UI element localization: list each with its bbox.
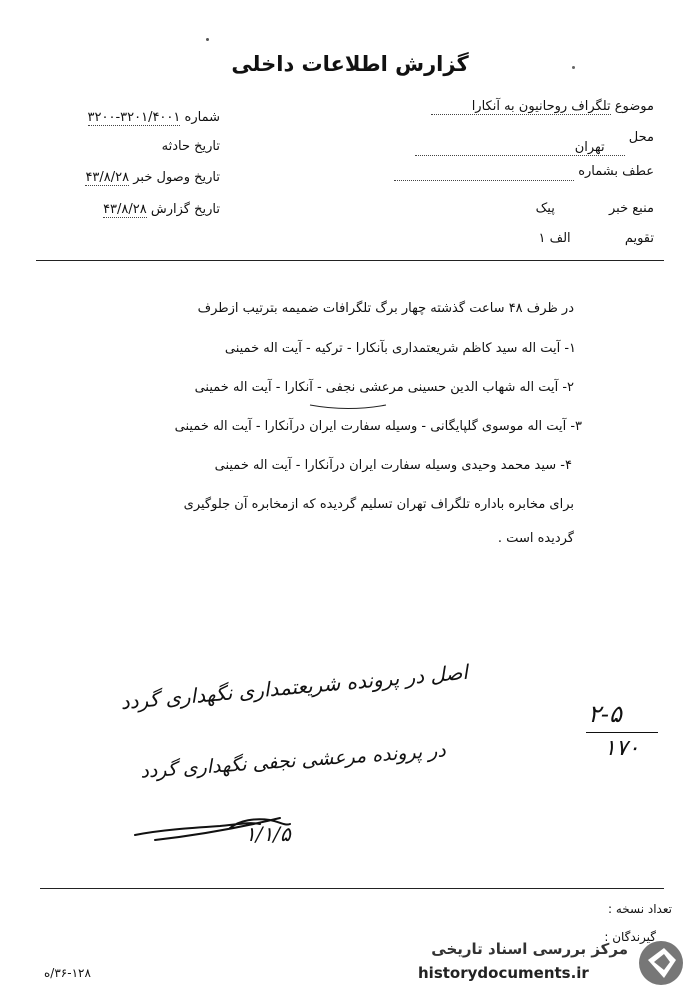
body-closing-2: گردیده است . [497, 531, 574, 546]
field-report-date [32, 202, 220, 218]
header-divider [36, 260, 664, 261]
form-code: ۳۶-۱۲۸/ه [44, 966, 91, 980]
field-report-date-value: ۴۳/۸/۲۸ [103, 202, 147, 217]
copies-label: تعداد نسخه : [607, 902, 672, 916]
recipients-label: گیرندگان : [604, 930, 656, 944]
field-rating-label: تقویم [624, 231, 654, 246]
field-subject-label: موضوع [614, 99, 654, 114]
body-item-1: ۱- آیت اله سید کاظم شریعتمداری بآنکارا - ترکیه - آیت اله خمینی [224, 341, 576, 356]
margin-number: ۱۷۰ [604, 736, 640, 761]
field-subject [384, 99, 654, 115]
field-source-value: پیک [535, 201, 555, 216]
report-title: گزارش اطلاعات داخلی [231, 52, 469, 76]
body-closing-1: برای مخابره باداره تلگراف تهران تسلیم گردیده که ازمخابره آن جلوگیری [183, 497, 574, 512]
field-reference [384, 164, 654, 179]
field-report-date-label: تاریخ گزارش [150, 202, 220, 217]
body-item-4: ۴- سید محمد وحیدی وسیله سفارت ایران درآنکارا - آیت اله خمینی [214, 458, 572, 473]
field-subject-value: تلگراف روحانیون به آنکارا [431, 99, 611, 115]
watermark-name: مرکز بررسی اسناد تاریخی [431, 940, 628, 958]
field-reference-value [394, 180, 574, 181]
scan-speck [206, 38, 209, 41]
archive-logo-icon [634, 938, 688, 988]
handwritten-initials-number: ۱/۱/۵ [245, 822, 291, 846]
field-incident-date-label: تاریخ حادثه [161, 139, 220, 154]
body-item-2: ۲- آیت اله شهاب الدین حسینی مرعشی نجفی - آنکارا - آیت اله خمینی [194, 380, 574, 395]
field-number-value: ۳۲۰۰-۳۲۰۱/۴۰۰۱ [87, 110, 181, 125]
footer-divider [40, 888, 664, 889]
field-rating [384, 231, 654, 246]
field-incident-date [40, 139, 220, 154]
field-place [384, 130, 654, 155]
field-place-value: تهران [415, 140, 625, 156]
margin-code: ۲-۵ [588, 700, 622, 728]
field-number-label: شماره [184, 110, 220, 125]
field-receipt-date [18, 170, 220, 186]
watermark [410, 936, 690, 991]
field-receipt-date-value: ۴۳/۸/۲۸ [85, 170, 130, 185]
field-source-label: منبع خبر [609, 201, 654, 216]
watermark-url: historydocuments.ir [418, 964, 589, 982]
handwritten-note-2: در پرونده مرعشی نجفی نگهداری گردد [139, 739, 447, 783]
field-place-label: محل [628, 130, 654, 145]
body-item-3: ۳- آیت اله موسوی گلپایگانی - وسیله سفارت ایران درآنکارا - آیت اله خمینی [174, 419, 582, 434]
field-receipt-date-label: تاریخ وصول خبر [133, 170, 220, 185]
scan-speck [572, 66, 575, 69]
field-rating-value: الف ۱ [538, 231, 571, 246]
field-number [40, 110, 220, 126]
handwritten-note-1: اصل در پرونده شریعتمداری نگهداری گردد [119, 659, 469, 715]
underline-mark [308, 397, 388, 407]
body-intro: در ظرف ۴۸ ساعت گذشته چهار برگ تلگرافات ضمیمه بترتیب ازطرف [197, 301, 574, 316]
field-reference-label: عطف بشماره [578, 164, 654, 179]
field-source [384, 201, 654, 216]
margin-fraction-line [586, 732, 658, 733]
